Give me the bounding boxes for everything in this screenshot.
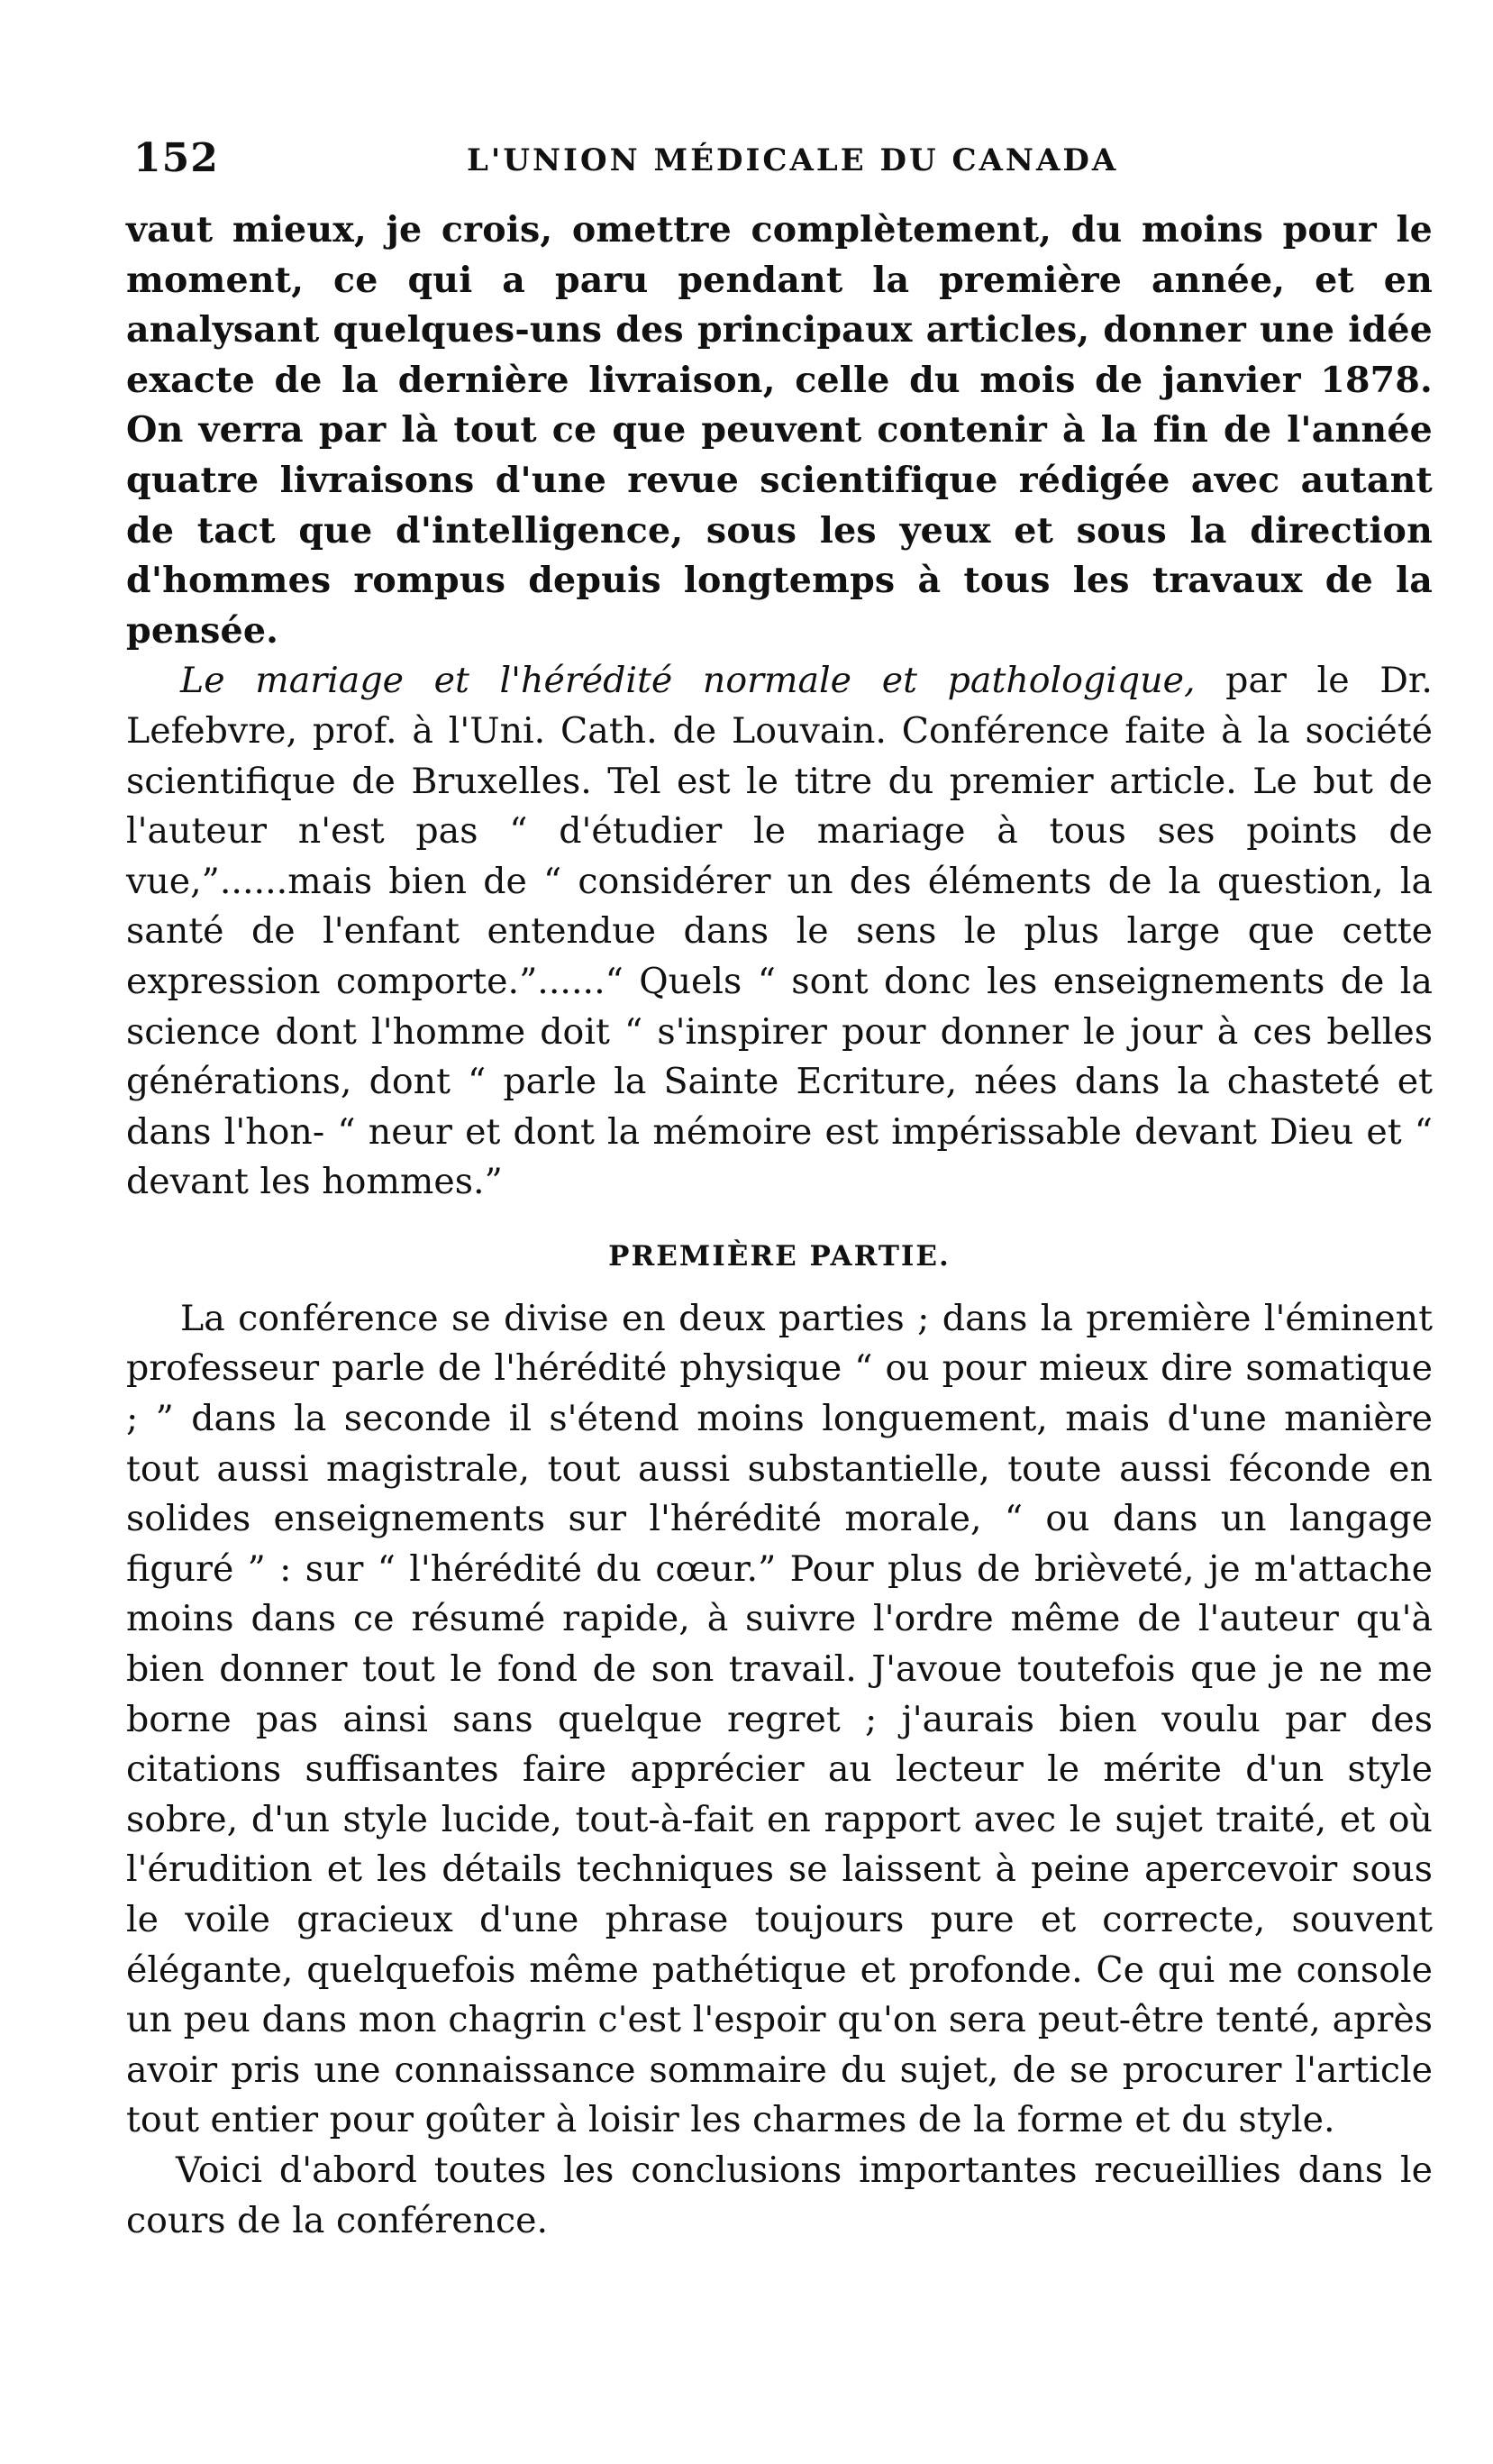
page-number: 152 — [133, 135, 219, 181]
running-title: L'UNION MÉDICALE DU CANADA — [467, 142, 1119, 178]
paragraph-article-intro — [126, 656, 1433, 1208]
article-title: Le mariage et l'hérédité normale et pathologique, — [180, 660, 1196, 702]
paragraph-conference-summary: La conférence se divise en deux parties ; dans la première l'éminent professeur parle de l'hérédité physique “ ou pour mieux dire somatique ; ” dans la seconde il s'étend moins longuement, mais d'une manière tout aussi magistrale, tout aussi substantielle, toute aussi féconde en solides enseignements sur l'hérédité morale, “ ou dans un langage figuré ” : sur “ l'hérédité du cœur.” Pour plus de brièveté, je m'attache moins dans ce résumé rapide, à suivre l'ordre même de l'auteur qu'à bien donner tout le fond de son travail. J'avoue toutefois que je ne me borne pas ainsi sans quelque regret ; j'aurais bien voulu par des citations suffisantes faire apprécier au lecteur le mérite d'un style sobre, d'un style lucide, tout-à-fait en rapport avec le sujet traité, et où l'érudition et les détails techniques se laissent à peine apercevoir sous le voile gracieux d'une phrase toujours pure et correcte, souvent élégante, quelquefois même pathétique et profonde. Ce qui me console un peu dans mon chagrin c'est l'espoir qu'on sera peut-être tenté, après avoir pris une connaissance sommaire du sujet, de se procurer l'article tout entier pour goûter à loisir les charmes de la forme et du style. — [126, 1297, 1433, 2141]
page-header — [133, 135, 1431, 189]
body-text — [126, 205, 1433, 2246]
section-heading: PREMIÈRE PARTIE. — [608, 1239, 951, 1273]
article-intro-text: par le Dr. Lefebvre, prof. à l'Uni. Cath. de Louvain. Conférence faite à la société scientifique de Bruxelles. Tel est le titre du premier article. Le but de l'auteur n'est pas “ d'étudier le mariage à tous ses points de vue,”......mais bien de “ considérer un des éléments de la question, la santé de l'enfant entendue dans le sens le plus large que cette expression comporte.”......“ Quels “ sont donc les enseignements de la science dont l'homme doit “ s'inspirer pour donner le jour à ces belles générations, dont “ parle la Sainte Ecriture, nées dans la chasteté et dans l'hon- “ neur et dont la mémoire est impérissable devant Dieu et “ devant les hommes.” — [126, 660, 1433, 1203]
paragraph-conclusions-intro: Voici d'abord toutes les conclusions importantes recueillies dans le cours de la conférence. — [126, 2149, 1433, 2241]
paragraph-continuation: vaut mieux, je crois, omettre complètement, du moins pour le moment, ce qui a paru pendant la première année, et en analysant quelques-uns des principaux articles, donner une idée exacte de la dernière livraison, celle du mois de janvier 1878. On verra par là tout ce que peuvent contenir à la fin de l'année quatre livraisons d'une revue scientifique rédigée avec autant de tact que d'intelligence, sous les yeux et sous la direction d'hommes rompus depuis longtemps à tous les travaux de la pensée. — [126, 209, 1433, 652]
